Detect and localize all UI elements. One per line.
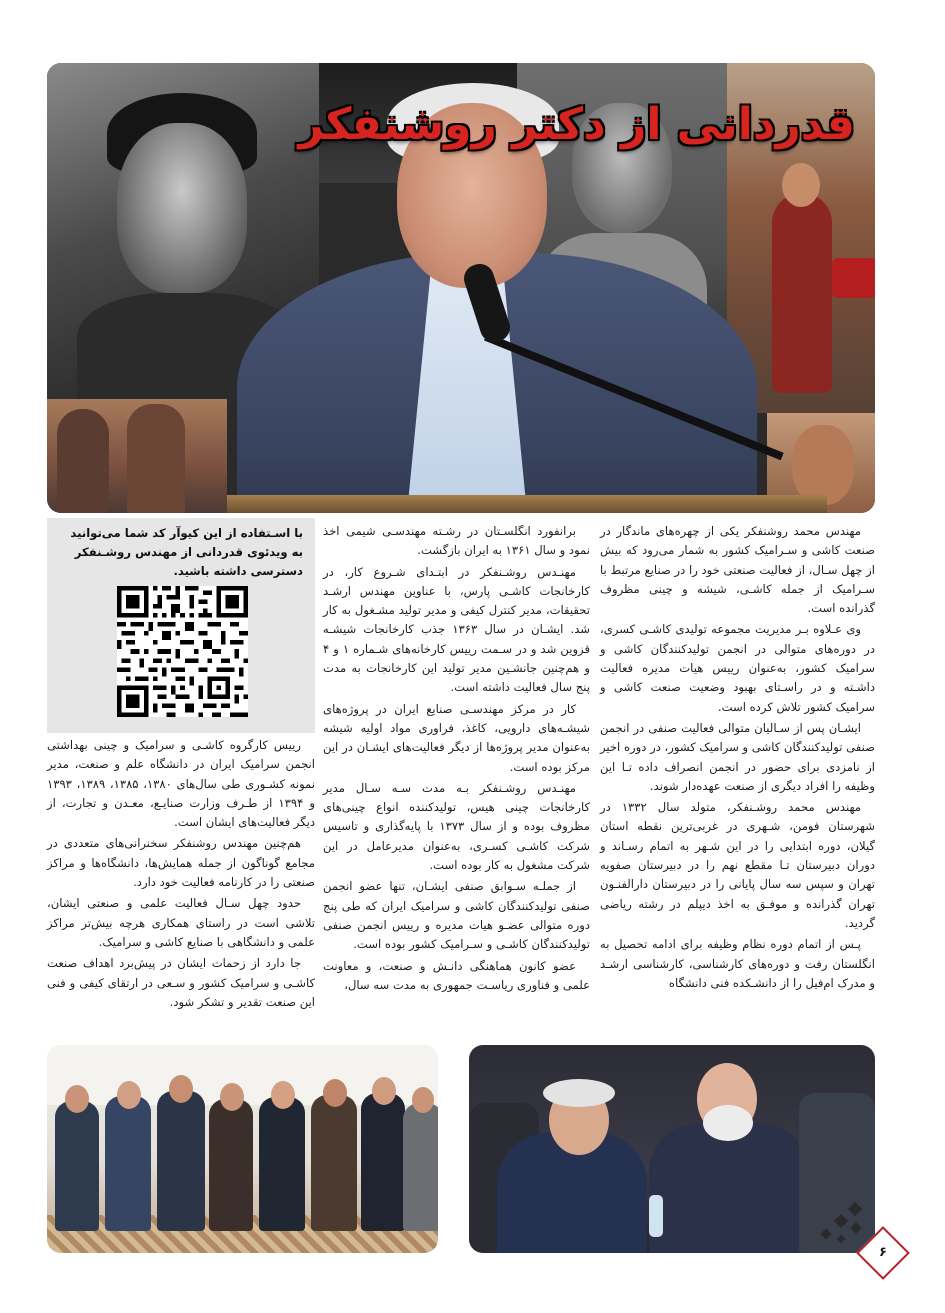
paragraph: مهنـدس روشـنفکر بـه مدت سـه سـال مدیر کارخانجات چینی هیس، تولیدکننده انواع چینی‌های مظروف بوده و از سال ۱۳۷۳ با پایه‌گذاری و تاسیس شرکت کاشـی کسـری، به‌عنوان مدیرعامل در این شرکت مشغول به کار بوده است. [323,780,590,873]
paragraph: مهندس محمد روشـنفکر، متولد سال ۱۳۳۲ در شهرستان فومن، شـهری در غربی‌ترین نقطه استان گیلان، دوره ابتدایی را در این شـهر به اتمام رسـاند و دوران دبیرستان تـا مقطع نهم را در دبیرستان صفویه تهران و سپس سه سال پایانی را در دبیرستان دارالفنـون تهران گذرانده و موفـق به اخذ دیپلم در رشته ریاضی گردید. [600,800,875,930]
paragraph: هم‌چنین مهندس روشنفکر سخنرانی‌های متعددی در مجامع گوناگون از جمله همایش‌ها، دانشگاه‌ها و مراکز صنعتی را در کارنامه فعالیت خود دارد. [47,836,315,890]
page-number: ۶ [879,1245,887,1260]
podium [227,495,827,513]
article-column-right [600,522,875,995]
qr-code[interactable] [117,586,248,717]
paragraph: از جملـه سـوابق صنفی ایشـان، تنها عضو انجمن صنفی تولیدکنندگان کاشی و سرامیک ایران که طی پنج دوره متوالی عضـو هیات مدیره و رییس انجمن صنفی تولیدکنندگان کاشـی و سـرامیک کشور بوده است. [323,879,590,952]
paragraph: وی عـلاوه بـر مدیریت مجموعه تولیدی کاشـی کسری، در دوره‌های متوالی در انجمن تولیدکنندگان کاشی و سرامیک کشور، به‌عنوان رییس هیات مدیره فعالیت داشـته و در راسـتای بهبود وضعیت صنعت کاشی و سرامیک کشور تلاش کرده است. [600,622,875,714]
qr-caption: با اسـتفاده از این کیوآر کد شما می‌توانید به ویدئوی قدردانی از مهندس روشـنفکر دسترسی داشته باشید. [70,526,303,578]
paragraph: حدود چهل سـال فعالیت علمی و صنعتی ایشان، تلاشی است در راستای همکاری هرچه بیش‌تر مراکز علمی و دانشگاهی با صنایع کاشی و سرامیک. [47,896,315,949]
article-column-middle [323,522,590,997]
hero-photo-collage [47,63,875,513]
page-title: قدردانی از دکتر روشنفکر [298,99,855,150]
paragraph: جا دارد از زحمات ایشان در پیش‌برد اهداف صنعت کاشـی و سرامیک کشور و سـعی در ارتقای کیفی و فنی این صنعت تقدیر و تشکر شود. [47,956,315,1009]
paragraph: مهندس محمد روشنفکر یکی از چهره‌های ماندگار در صنعت کاشی و سـرامیک کشور به شمار می‌رود که بیش از چهل سـال، از فعالیت صنعتی خود را در صنایع مرتبط با سـرامیک از جمله کاشـی، شیشه و چینی مظروف گذرانده است. [600,524,875,616]
paragraph: رییس کارگروه کاشـی و سرامیک و چینی بهداشتی انجمن سرامیک ایران در دانشگاه علم و صنعت، مدیر نمونه کشـوری طی سال‌های ۱۳۸۰، ۱۳۸۵، ۱۳۸۹، ۱۳۹۳ و ۱۳۹۴ از طـرف وزارت صنایـع، معـدن و تجارت، از دیگر فعالیت‌های ایشان است. [47,738,315,830]
paragraph: عضو کانون هماهنگی دانـش و صنعت، و معاونت علمی و فناوری ریاسـت جمهوری به مدت سه سال، [323,958,590,992]
photo-two-men [47,399,227,513]
paragraph: کار در مرکز مهندسـی صنایع ایران در پروژه‌های شیشـه‌های دارویی، کاغذ، فراوری مواد اولیه شیشه به‌عنوان مدیر پروژه‌ها از دیگر فعالیت‌های ایشـان در این مرکز بوده است. [323,701,590,774]
paragraph: برانفورد انگلسـتان در رشـته مهندسـی شیمی اخذ نمود و سال ۱۳۶۱ به ایران بازگشت. [323,524,590,558]
photo-group-standing [47,1045,438,1253]
qr-code-box [47,518,315,733]
paragraph: پـس از اتمام دوره نظام وظیفه برای ادامه تحصیل به انگلستان رفت و دوره‌های کارشناسی، کارشناسی ارشـد و مدرک ام‌فیل را از دانشـکده فنی دانشگاه [600,937,875,990]
paragraph: ایشـان پس از سـالیان متوالی فعالیت صنفی در انجمن صنفی تولیدکنندگان کاشی و سرامیک کشور، در دوره اخیر از نامزدی برای حضور در انجمن انصراف داده تـا این وظیفه را افراد دیگری از صنعت عهده‌دار شوند. [600,720,875,793]
paragraph: مهنـدس روشـنفکر در ابتـدای شـروع کار، در کارخانجات کاشـی پارس، با عناوین مهندس ارشـد تحقیقات، مدیر کنترل کیفی و مدیر تولید مشـغول به کار شد. ایشـان در سال ۱۳۶۳ جذب کارخانجات شیشـه قزوین شد و در سـمت رییس کارخانه‌های شـماره ۱ و ۴ و هم‌چنین جانشـین مدیر تولید این کارخانجات به مدت پنج سال فعالیت داشته است. [323,564,590,695]
article-column-left [47,736,315,1014]
